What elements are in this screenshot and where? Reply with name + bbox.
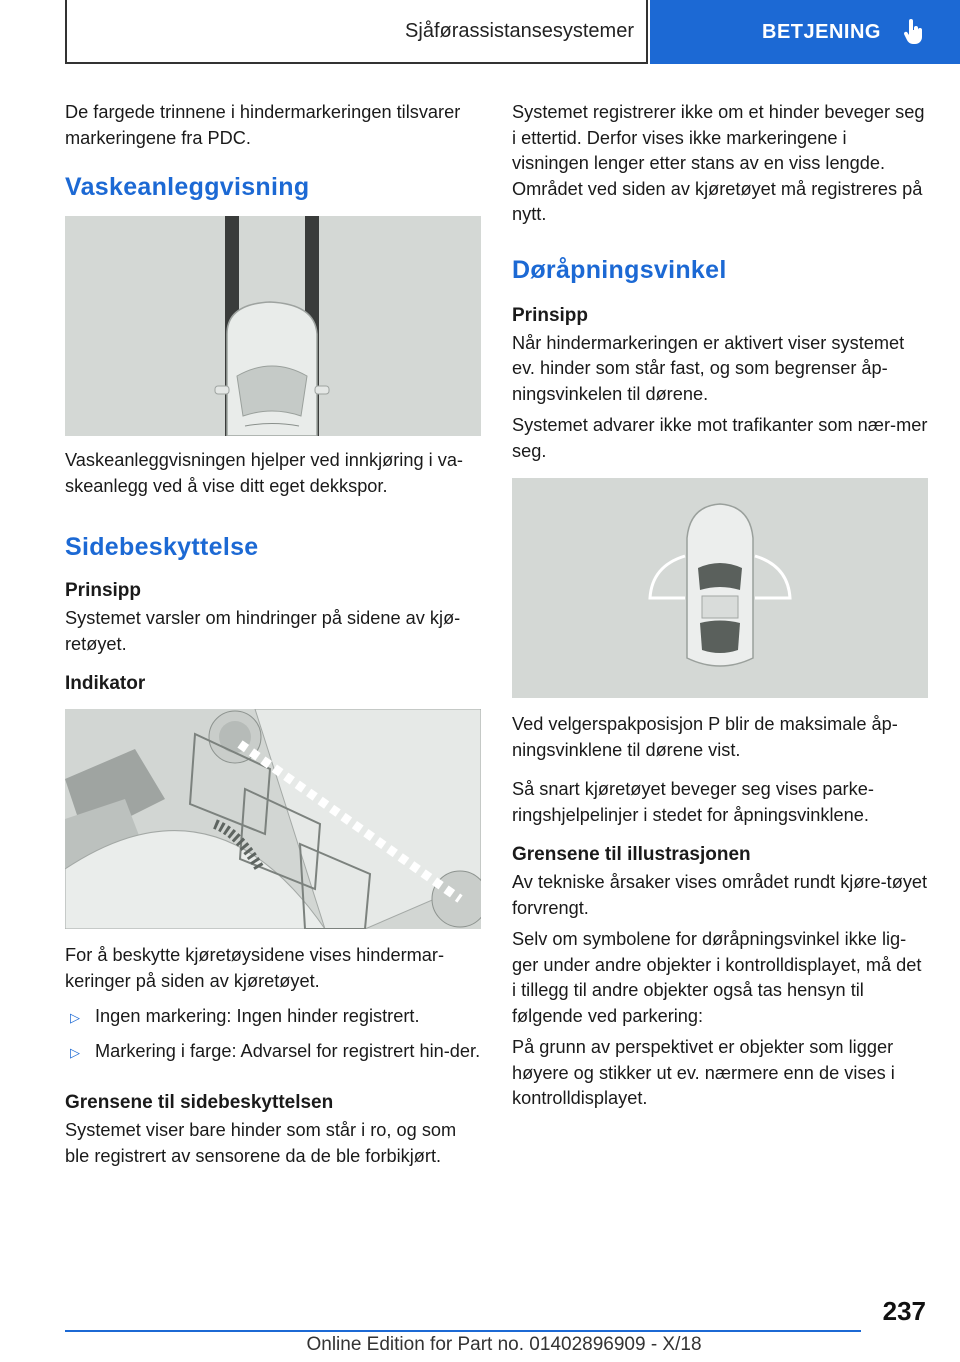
hand-pointer-icon [903,19,925,45]
header-section-title [65,0,648,64]
wash-illustration [65,216,481,436]
side-heading: Sidebeskyttelse [65,533,259,561]
indicator-heading: Indikator [65,673,146,694]
door-principle-heading: Prinsipp [512,304,589,326]
door-principle-text-2: Systemet advarer ikke mot trafikanter som nær-mer seg. [512,415,928,461]
side-protection-illustration [65,709,481,929]
side-limits-text: Systemet viser bare hinder som står i ro, og som ble registrert av sensorene da de ble forbikjørt. [65,1120,457,1166]
triangle-bullet-icon: ▷ [70,1044,80,1060]
door-caption-1: Ved velgerspakposisjon P blir de maksimale åp-ningsvinklene til dørene vist. [512,714,898,760]
side-principle-text: Systemet varsler om hindringer på sidene av kjø-retøyet. [65,608,461,654]
indicator-caption: For å beskytte kjøretøysidene vises hindermar-keringer på siden av kjøretøyet. [65,945,445,991]
triangle-bullet-icon: ▷ [70,1010,80,1025]
side-limits-heading: Grensene til sidebeskyttelsen [65,1092,334,1113]
edition-footer: Online Edition for Part no. 01402896909 - X/18 [306,1334,702,1355]
door-limits-heading: Grensene til illustrasjonen [512,844,751,865]
intro-paragraph: De fargede trinnene i hindermarkeringen tilsvarer markeringene fra PDC. [65,102,461,148]
door-angle-illustration [512,478,928,698]
side-principle-heading: Prinsipp [65,580,142,601]
wash-caption: Vaskeanleggvisningen hjelper ved innkjøring i va-skeanlegg ved å vise ditt eget dekkspor. [65,450,463,496]
header-chapter-tab [650,0,960,64]
door-heading: Døråpningsvinkel [512,255,727,284]
left-column [65,100,481,1181]
door-principle-text-1: Når hindermarkeringen er aktivert viser systemet ev. hinder som står fast, og som begrenser åp-ningsvinkelen til dørene. [512,332,905,404]
door-limits-text-2: Selv om symbolene for døråpningsvinkel ikke lig-ger under andre objekter i kontrolldisplayet, må det i tillegg til andre objekter også tas hensyn til følgende ved parkering: [512,929,922,1026]
right-column [512,100,928,1124]
list-item: ▷ Ingen markering: Ingen hinder registrert. [65,1004,481,1030]
door-limits-text-3: På grunn av perspektivet er objekter som ligger høyere og stikker ut ev. nærmere enn de vises i kontrolldisplayet. [512,1037,895,1108]
chapter-title: BETJENING [762,20,881,43]
door-caption-2: Så snart kjøretøyet beveger seg vises parke-ringshjelpelinjer i stedet for åpningsvinklene. [512,779,874,825]
page-number: 237 [882,1296,926,1326]
marking-list [65,1004,481,1064]
list-item: ▷ Markering i farge: Advarsel for registrert hin-der. [65,1039,481,1065]
footer-divider [65,1330,861,1332]
wash-heading: Vaskeanleggvisning [65,173,310,201]
door-limits-text-1: Av tekniske årsaker vises området rundt kjøre-tøyet forvrengt. [512,872,928,918]
right-intro-paragraph: Systemet registrerer ikke om et hinder beveger seg i ettertid. Derfor vises ikke markeringene i visningen lenger etter stans av en viss lengde. Området ved siden av kjøretøyet må registreres på nytt. [512,102,925,224]
section-title: Sjåførassistansesystemer [405,19,634,42]
